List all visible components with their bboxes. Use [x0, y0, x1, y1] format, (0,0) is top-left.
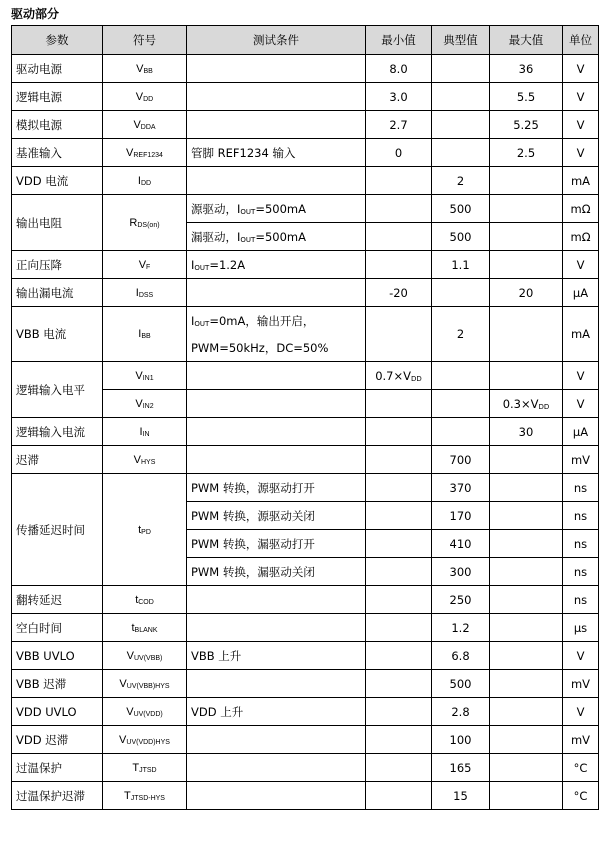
symbol-cell: $t_{BLANK}$ — [103, 614, 187, 642]
symbol-cell: $V_F$ — [103, 251, 187, 279]
condition-cell — [187, 55, 366, 83]
condition-cell — [187, 390, 366, 418]
typ-cell: 1.2 — [432, 614, 490, 642]
min-cell — [366, 474, 432, 502]
unit-cell: mV — [563, 670, 599, 698]
max-cell: 5.5 — [490, 83, 563, 111]
max-cell — [490, 698, 563, 726]
min-cell — [366, 307, 432, 362]
typ-cell: 370 — [432, 474, 490, 502]
table-row — [12, 754, 599, 782]
max-cell — [490, 223, 563, 251]
symbol-cell: $V_{UV(VDD)}$ — [103, 698, 187, 726]
typ-cell — [432, 111, 490, 139]
typ-cell: 410 — [432, 530, 490, 558]
min-cell — [366, 390, 432, 418]
max-cell — [490, 670, 563, 698]
min-cell: 0 — [366, 139, 432, 167]
param-cell: 驱动电源 — [12, 55, 103, 83]
condition-cell: 漏驱动，$I_{OUT}=500mA$ — [187, 223, 366, 251]
unit-cell: ns — [563, 586, 599, 614]
condition-cell — [187, 754, 366, 782]
min-cell — [366, 558, 432, 586]
typ-cell — [432, 83, 490, 111]
max-cell — [490, 195, 563, 223]
unit-cell: ns — [563, 474, 599, 502]
unit-cell: ns — [563, 530, 599, 558]
param-cell: VBB 迟滞 — [12, 670, 103, 698]
unit-cell: V — [563, 698, 599, 726]
param-cell: VBB UVLO — [12, 642, 103, 670]
min-cell: $0.7\times V_{DD}$ — [366, 362, 432, 390]
param-cell: 过温保护 — [12, 754, 103, 782]
table-row — [12, 279, 599, 307]
min-cell — [366, 446, 432, 474]
min-cell — [366, 418, 432, 446]
condition-cell: $I_{OUT}=1.2A$ — [187, 251, 366, 279]
param-cell: 正向压降 — [12, 251, 103, 279]
typ-cell: 500 — [432, 223, 490, 251]
spec-table — [11, 25, 599, 810]
symbol-cell: $t_{PD}$ — [103, 474, 187, 586]
param-cell: 逻辑电源 — [12, 83, 103, 111]
min-cell — [366, 754, 432, 782]
typ-cell: 100 — [432, 726, 490, 754]
min-cell — [366, 670, 432, 698]
min-cell: 3.0 — [366, 83, 432, 111]
header-max: 最大值 — [490, 26, 563, 55]
unit-cell: V — [563, 390, 599, 418]
typ-cell: 15 — [432, 782, 490, 810]
typ-cell: 170 — [432, 502, 490, 530]
table-row — [12, 446, 599, 474]
table-row — [12, 474, 599, 502]
table-row — [12, 670, 599, 698]
typ-cell: 165 — [432, 754, 490, 782]
table-row — [12, 251, 599, 279]
condition-cell: PWM 转换，源驱动打开 — [187, 474, 366, 502]
condition-cell: PWM 转换，源驱动关闭 — [187, 502, 366, 530]
condition-cell — [187, 446, 366, 474]
symbol-cell: $I_{DSS}$ — [103, 279, 187, 307]
param-cell: 基准输入 — [12, 139, 103, 167]
param-cell: VBB 电流 — [12, 307, 103, 362]
symbol-cell: $R_{DS(on)}$ — [103, 195, 187, 251]
symbol-cell: $V_{BB}$ — [103, 55, 187, 83]
table-row — [12, 55, 599, 83]
max-cell — [490, 362, 563, 390]
symbol-cell: $V_{UV(VBB)HYS}$ — [103, 670, 187, 698]
table-row — [12, 418, 599, 446]
condition-cell — [187, 167, 366, 195]
header-param: 参数 — [12, 26, 103, 55]
condition-cell: VBB 上升 — [187, 642, 366, 670]
typ-cell: 250 — [432, 586, 490, 614]
max-cell — [490, 726, 563, 754]
unit-cell: mV — [563, 446, 599, 474]
symbol-cell: $I_{IN}$ — [103, 418, 187, 446]
unit-cell: V — [563, 111, 599, 139]
table-row — [12, 362, 599, 390]
condition-cell — [187, 586, 366, 614]
min-cell — [366, 782, 432, 810]
param-cell: 输出电阻 — [12, 195, 103, 251]
param-cell: 逻辑输入电流 — [12, 418, 103, 446]
header-typ: 典型值 — [432, 26, 490, 55]
max-cell: 30 — [490, 418, 563, 446]
unit-cell: V — [563, 642, 599, 670]
unit-cell: °C — [563, 754, 599, 782]
min-cell — [366, 530, 432, 558]
condition-cell: $I_{OUT}=0mA$，输出开启， — [187, 307, 366, 335]
max-cell — [490, 167, 563, 195]
param-cell: 传播延迟时间 — [12, 474, 103, 586]
unit-cell: μA — [563, 418, 599, 446]
typ-cell — [432, 279, 490, 307]
param-cell: 迟滞 — [12, 446, 103, 474]
max-cell — [490, 782, 563, 810]
unit-cell: V — [563, 139, 599, 167]
min-cell — [366, 726, 432, 754]
max-cell — [490, 558, 563, 586]
min-cell — [366, 223, 432, 251]
unit-cell: mA — [563, 167, 599, 195]
symbol-cell: $V_{UV(VDD)HYS}$ — [103, 726, 187, 754]
header-symbol: 符号 — [103, 26, 187, 55]
symbol-cell: $T_{JTSD}$ — [103, 754, 187, 782]
condition-cell — [187, 726, 366, 754]
table-row — [12, 83, 599, 111]
symbol-cell: $T_{JTSD-HYS}$ — [103, 782, 187, 810]
header-min: 最小值 — [366, 26, 432, 55]
max-cell — [490, 251, 563, 279]
typ-cell — [432, 362, 490, 390]
typ-cell — [432, 390, 490, 418]
typ-cell: 500 — [432, 195, 490, 223]
max-cell — [490, 446, 563, 474]
table-row — [12, 698, 599, 726]
param-cell: VDD UVLO — [12, 698, 103, 726]
unit-cell: mV — [563, 726, 599, 754]
unit-cell: μA — [563, 279, 599, 307]
max-cell — [490, 642, 563, 670]
typ-cell: 2 — [432, 167, 490, 195]
condition-cell: PWM 转换，漏驱动关闭 — [187, 558, 366, 586]
unit-cell: ns — [563, 502, 599, 530]
min-cell: 8.0 — [366, 55, 432, 83]
symbol-cell: $V_{IN1}$ — [103, 362, 187, 390]
table-row — [12, 586, 599, 614]
max-cell — [490, 754, 563, 782]
condition-cell: 管脚 REF1234 输入 — [187, 139, 366, 167]
unit-cell: V — [563, 55, 599, 83]
param-cell: 空白时间 — [12, 614, 103, 642]
typ-cell — [432, 55, 490, 83]
param-cell: 翻转延迟 — [12, 586, 103, 614]
typ-cell: 300 — [432, 558, 490, 586]
symbol-cell: $V_{DDA}$ — [103, 111, 187, 139]
typ-cell: 700 — [432, 446, 490, 474]
min-cell — [366, 502, 432, 530]
param-cell: 逻辑输入电平 — [12, 362, 103, 418]
symbol-cell: $V_{IN2}$ — [103, 390, 187, 418]
min-cell — [366, 642, 432, 670]
max-cell: 36 — [490, 55, 563, 83]
typ-cell — [432, 139, 490, 167]
header-unit: 单位 — [563, 26, 599, 55]
param-cell: 输出漏电流 — [12, 279, 103, 307]
unit-cell: V — [563, 362, 599, 390]
table-row — [12, 139, 599, 167]
typ-cell: 6.8 — [432, 642, 490, 670]
condition-cell: VDD 上升 — [187, 698, 366, 726]
min-cell — [366, 586, 432, 614]
unit-cell: V — [563, 251, 599, 279]
unit-cell: mΩ — [563, 223, 599, 251]
condition-cell — [187, 83, 366, 111]
max-cell: 20 — [490, 279, 563, 307]
min-cell — [366, 614, 432, 642]
typ-cell: 1.1 — [432, 251, 490, 279]
max-cell: 2.5 — [490, 139, 563, 167]
max-cell — [490, 474, 563, 502]
table-row — [12, 726, 599, 754]
param-cell: 模拟电源 — [12, 111, 103, 139]
condition-cell: PWM 转换，漏驱动打开 — [187, 530, 366, 558]
symbol-cell: $V_{UV(VBB)}$ — [103, 642, 187, 670]
min-cell: 2.7 — [366, 111, 432, 139]
symbol-cell: $t_{COD}$ — [103, 586, 187, 614]
max-cell: 5.25 — [490, 111, 563, 139]
max-cell — [490, 307, 563, 362]
unit-cell: μs — [563, 614, 599, 642]
table-row — [12, 195, 599, 223]
min-cell — [366, 167, 432, 195]
typ-cell — [432, 418, 490, 446]
typ-cell: 2.8 — [432, 698, 490, 726]
min-cell — [366, 698, 432, 726]
symbol-cell: $V_{REF1234}$ — [103, 139, 187, 167]
condition-cell: PWM=50kHz，DC=50% — [187, 334, 366, 362]
table-row — [12, 111, 599, 139]
max-cell — [490, 614, 563, 642]
unit-cell: mΩ — [563, 195, 599, 223]
condition-cell — [187, 418, 366, 446]
max-cell — [490, 586, 563, 614]
condition-cell — [187, 782, 366, 810]
condition-cell — [187, 614, 366, 642]
condition-cell — [187, 279, 366, 307]
unit-cell: V — [563, 83, 599, 111]
condition-cell — [187, 362, 366, 390]
min-cell — [366, 251, 432, 279]
condition-cell — [187, 670, 366, 698]
header-condition: 测试条件 — [187, 26, 366, 55]
param-cell: VDD 迟滞 — [12, 726, 103, 754]
section-title: 驱动部分 — [11, 7, 60, 21]
table-row — [12, 167, 599, 195]
condition-cell — [187, 111, 366, 139]
unit-cell: mA — [563, 307, 599, 362]
unit-cell: ns — [563, 558, 599, 586]
header-row — [12, 26, 599, 55]
max-cell: $0.3\times V_{DD}$ — [490, 390, 563, 418]
symbol-cell: $I_{BB}$ — [103, 307, 187, 362]
table-row — [12, 642, 599, 670]
max-cell — [490, 530, 563, 558]
typ-cell: 500 — [432, 670, 490, 698]
min-cell — [366, 195, 432, 223]
condition-cell: 源驱动，$I_{OUT}=500mA$ — [187, 195, 366, 223]
typ-cell: 2 — [432, 307, 490, 362]
symbol-cell: $I_{DD}$ — [103, 167, 187, 195]
param-cell: VDD 电流 — [12, 167, 103, 195]
min-cell: -20 — [366, 279, 432, 307]
unit-cell: °C — [563, 782, 599, 810]
symbol-cell: $V_{HYS}$ — [103, 446, 187, 474]
table-row — [12, 307, 599, 335]
symbol-cell: $V_{DD}$ — [103, 83, 187, 111]
param-cell: 过温保护迟滞 — [12, 782, 103, 810]
table-row — [12, 782, 599, 810]
max-cell — [490, 502, 563, 530]
table-row — [12, 614, 599, 642]
